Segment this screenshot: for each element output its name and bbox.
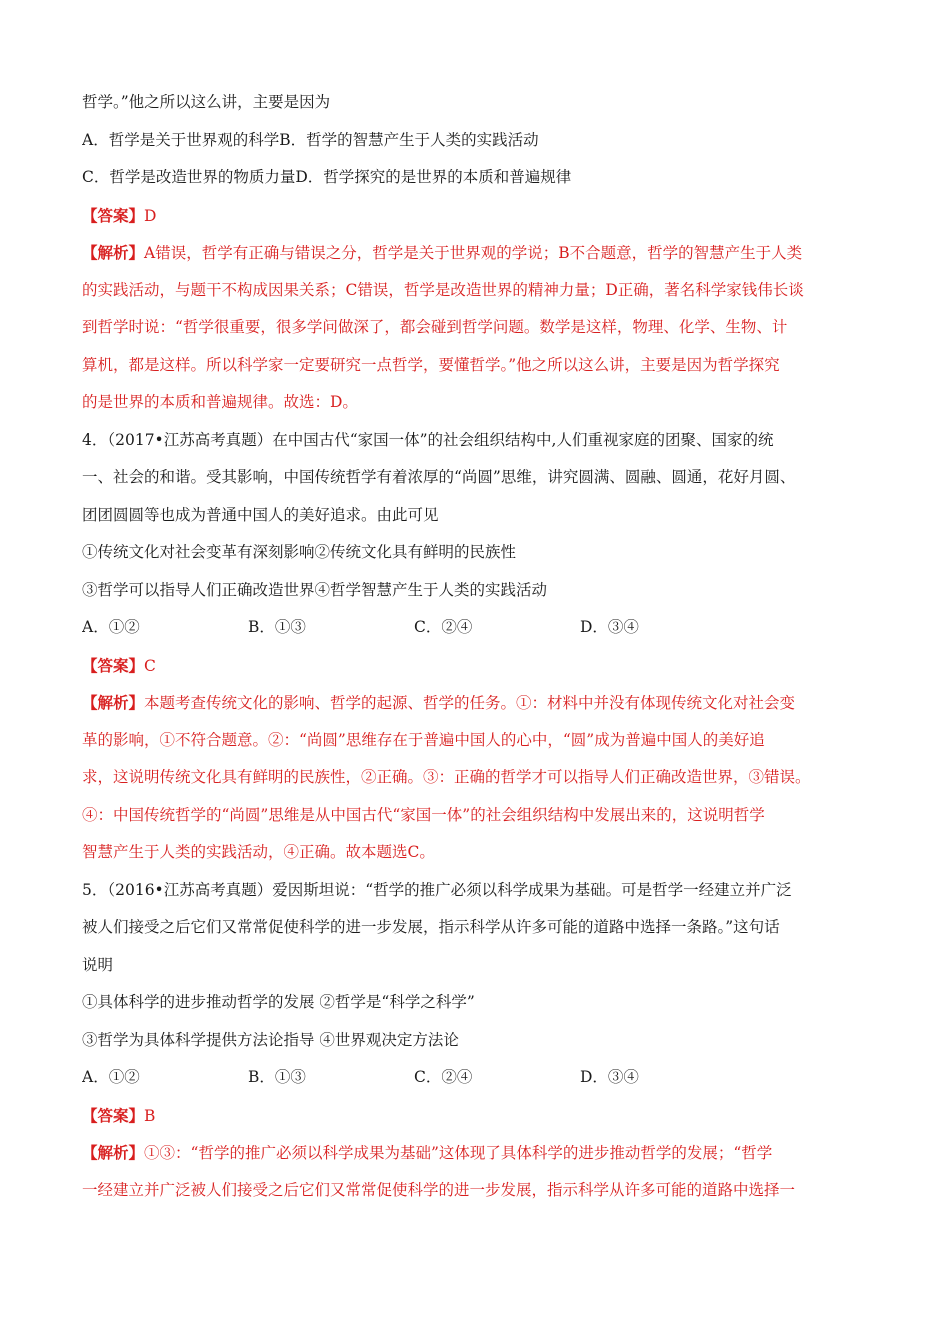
q3-options-line: C．哲学是改造世界的物质力量D．哲学探究的是世界的本质和普遍规律 [82, 168, 572, 186]
analysis-label: 【解析】 [82, 243, 145, 262]
option-a: A．①② [82, 618, 140, 636]
q4-analysis-line: 智慧产生于人类的实践活动，④正确。故本题选C。 [82, 843, 435, 861]
q4-stem-line: 团团圆圆等也成为普通中国人的美好追求。由此可见 [82, 505, 439, 524]
answer-label: 【答案】 [82, 655, 145, 675]
q4-analysis-line: 革的影响，①不符合题意。②：“尚圆”思维存在于普遍中国人的心中，“圆”成为普遍中国人的美好追 [82, 730, 765, 749]
q3-analysis-line: 算机，都是这样。所以科学家一定要研究一点哲学，要懂哲学。”他之所以这么讲，主要是因为哲学探究 [82, 355, 780, 374]
q4-statement-line: ①传统文化对社会变革有深刻影响②传统文化具有鲜明的民族性 [82, 543, 517, 561]
q4-analysis-line: ④：中国传统哲学的“尚圆”思维是从中国古代“家国一体”的社会组织结构中发展出来的，这说明哲学 [82, 805, 765, 824]
option-b: B．①③ [248, 1068, 306, 1086]
answer-label: 【答案】 [82, 205, 145, 225]
analysis-text: 本题考查传统文化的影响、哲学的起源、哲学的任务。①：材料中并没有体现传统文化对社会变 [144, 694, 796, 712]
q4-answer [82, 647, 872, 685]
q4-analysis-line: 求，这说明传统文化具有鲜明的民族性，②正确。③：正确的哲学才可以指导人们正确改造世界，③错误。 [82, 768, 811, 786]
answer-label: 【答案】 [82, 1105, 145, 1125]
q5-stem-line: 说明 [82, 955, 114, 974]
option-b: B．①③ [248, 618, 306, 636]
q4-stem-line: 4．（2017•江苏高考真题）在中国古代“家国一体”的社会组织结构中,人们重视家庭的团聚、国家的统 [82, 430, 774, 449]
q4-options [82, 609, 872, 647]
document-page [82, 84, 872, 1209]
q5-options [82, 1059, 872, 1097]
q3-analysis-line [82, 234, 872, 272]
answer-value: B [144, 1106, 156, 1125]
analysis-text: ①③：“哲学的推广必须以科学成果为基础”这体现了具体科学的进步推动哲学的发展；“哲学 [144, 1144, 773, 1162]
q3-analysis-line: 的是世界的本质和普遍规律。故选：D。 [82, 393, 358, 411]
q3-options-line: A．哲学是关于世界观的科学B．哲学的智慧产生于人类的实践活动 [82, 130, 539, 149]
option-d: D．③④ [580, 618, 639, 636]
q4-analysis-line [82, 684, 872, 722]
answer-value: C [144, 656, 156, 675]
q5-stem-line: 被人们接受之后它们又常常促使科学的进一步发展，指示科学从许多可能的道路中选择一条路。”这句话 [82, 918, 780, 936]
answer-value: D [144, 206, 157, 225]
q3-analysis-line: 的实践活动，与题干不构成因果关系；C错误，哲学是改造世界的精神力量；D正确，著名科学家钱伟长谈 [82, 280, 804, 299]
analysis-label: 【解析】 [82, 693, 145, 712]
option-c: C．②④ [414, 618, 473, 636]
analysis-label: 【解析】 [82, 1143, 145, 1162]
q3-analysis-line: 到哲学时说：“哲学很重要，很多学问做深了，都会碰到哲学问题。数学是这样，物理、化学、生物、计 [82, 318, 788, 336]
q4-stem-line: 一、社会的和谐。受其影响，中国传统哲学有着浓厚的“尚圆”思维，讲究圆满、圆融、圆通，花好月圆、 [82, 468, 796, 486]
q5-stem-line: 5．（2016•江苏高考真题）爱因斯坦说：“哲学的推广必须以科学成果为基础。可是哲学一经建立并广泛 [82, 880, 792, 899]
q4-statement-line: ③哲学可以指导人们正确改造世界④哲学智慧产生于人类的实践活动 [82, 580, 548, 599]
q3-answer [82, 197, 872, 235]
option-d: D．③④ [580, 1068, 639, 1086]
q5-analysis-line: 一经建立并广泛被人们接受之后它们又常常促使科学的进一步发展，指示科学从许多可能的道路中选择一 [82, 1180, 796, 1199]
option-a: A．①② [82, 1068, 140, 1086]
q5-analysis-line [82, 1134, 872, 1172]
analysis-text: A错误，哲学有正确与错误之分，哲学是关于世界观的学说；B不合题意，哲学的智慧产生于人类 [144, 244, 803, 262]
option-c: C．②④ [414, 1068, 473, 1086]
q5-answer [82, 1097, 872, 1135]
q3-stem-line: 哲学。”他之所以这么讲，主要是因为 [82, 93, 331, 111]
q5-statement-line: ③哲学为具体科学提供方法论指导 ④世界观决定方法论 [82, 1030, 459, 1049]
q5-statement-line: ①具体科学的进步推动哲学的发展 ②哲学是“科学之科学” [82, 993, 475, 1011]
